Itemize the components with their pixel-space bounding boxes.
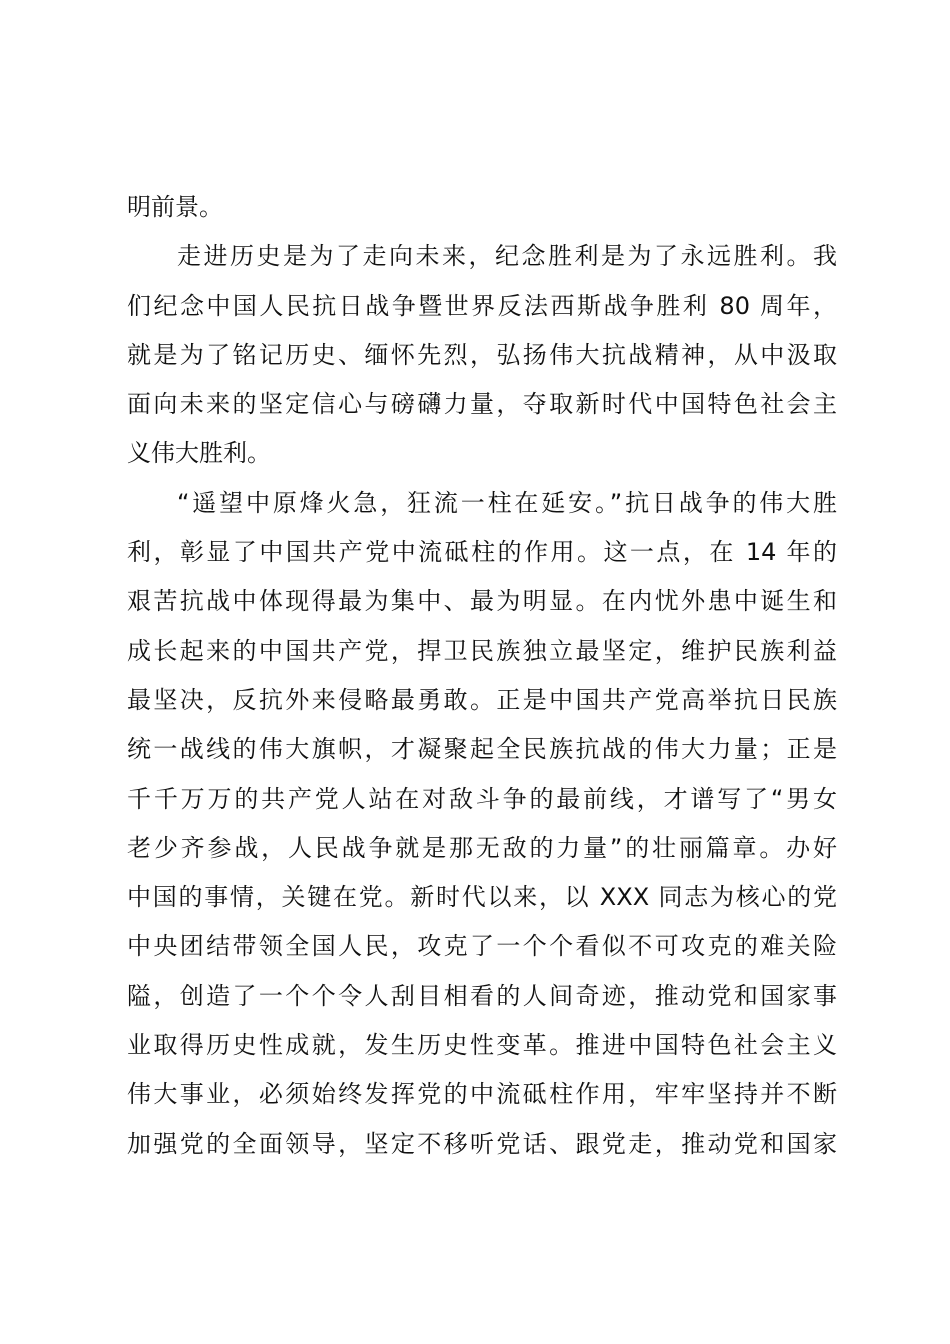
text-line: 中国的事情，关键在党。新时代以来，以 XXX 同志为核心的党 <box>127 883 837 912</box>
text-line: 们纪念中国人民抗日战争暨世界反法西斯战争胜利 80 周年， <box>127 291 837 320</box>
text-line: 中央团结带领全国人民，攻克了一个个看似不可攻克的难关险 <box>127 932 837 961</box>
text-line: 隘，创造了一个个令人刮目相看的人间奇迹，推动党和国家事 <box>127 981 837 1010</box>
text-line: 加强党的全面领导，坚定不移听党话、跟党走，推动党和国家 <box>127 1129 837 1158</box>
text-line: 明前景。 <box>127 193 223 221</box>
text-line: 统一战线的伟大旗帜，才凝聚起全民族抗战的伟大力量；正是 <box>127 735 837 764</box>
text-line: 艰苦抗战中体现得最为集中、最为明显。在内忧外患中诞生和 <box>127 587 837 616</box>
text-line: 成长起来的中国共产党，捍卫民族独立最坚定，维护民族利益 <box>127 636 837 665</box>
text-line: 义伟大胜利。 <box>127 439 271 468</box>
text-line: 业取得历史性成就，发生历史性变革。推进中国特色社会主义 <box>127 1031 837 1060</box>
text-line: 千千万万的共产党人站在对敌斗争的最前线，才谱写了“男女 <box>127 784 837 813</box>
text-line: 老少齐参战，人民战争就是那无敌的力量”的壮丽篇章。办好 <box>127 833 837 862</box>
text-line: 利，彰显了中国共产党中流砥柱的作用。这一点，在 14 年的 <box>127 538 837 567</box>
text-line: 走进历史是为了走向未来，纪念胜利是为了永远胜利。我 <box>177 242 837 271</box>
text-line: “遥望中原烽火急，狂流一柱在延安。”抗日战争的伟大胜 <box>177 488 837 517</box>
body-text <box>127 183 837 1169</box>
text-line: 就是为了铭记历史、缅怀先烈，弘扬伟大抗战精神，从中汲取 <box>127 340 837 369</box>
text-line: 伟大事业，必须始终发挥党的中流砥柱作用，牢牢坚持并不断 <box>127 1080 837 1109</box>
text-line: 面向未来的坚定信心与磅礴力量，夺取新时代中国特色社会主 <box>127 390 837 419</box>
text-line: 最坚决，反抗外来侵略最勇敢。正是中国共产党高举抗日民族 <box>127 685 837 714</box>
